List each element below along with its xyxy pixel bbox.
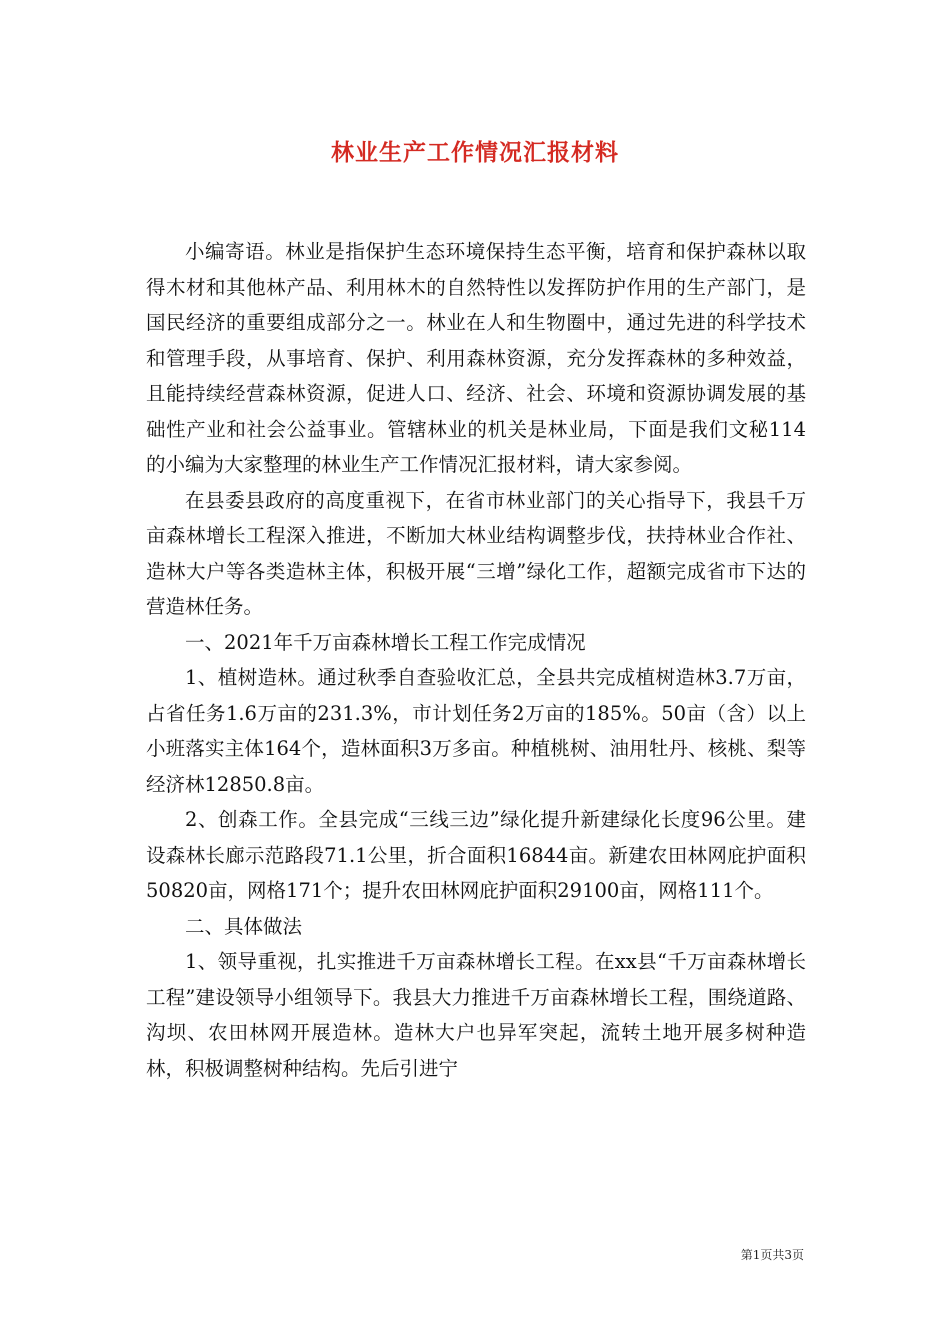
paragraph-intro: 小编寄语。林业是指保护生态环境保持生态平衡，培育和保护森林以取得木材和其他林产品、利用林木的自然特性以发挥防护作用的生产部门，是国民经济的重要组成部分之一。林业在人和生物圈中，通过先进的科学技术和管理手段，从事培育、保护、利用森林资源，充分发挥森林的多种效益，且能持续经营森林资源，促进人口、经济、社会、环境和资源协调发展的基础性产业和社会公益事业。管辖林业的机关是林业局，下面是我们文秘114的小编为大家整理的林业生产工作情况汇报材料，请大家参阅。 bbox=[146, 240, 806, 476]
paragraph-leadership: 1、领导重视，扎实推进千万亩森林增长工程。在xx县“千万亩森林增长工程”建设领导小组领导下。我县大力推进千万亩森林增长工程，围绕道路、沟坝、农田林网开展造林。造林大户也异军突起，流转土地开展多树种造林，积极调整树种结构。先后引进宁 bbox=[146, 950, 806, 1080]
section-heading-1: 一、2021年千万亩森林增长工程工作完成情况 bbox=[185, 630, 586, 654]
document-body bbox=[146, 234, 806, 1086]
paragraph-overview: 在县委县政府的高度重视下，在省市林业部门的关心指导下，我县千万亩森林增长工程深入推进，不断加大林业结构调整步伐，扶持林业合作社、造林大户等各类造林主体，积极开展“三增”绿化工作，超额完成省市下达的营造林任务。 bbox=[146, 488, 806, 618]
section-heading-2: 二、具体做法 bbox=[185, 914, 303, 938]
page-number: 第1页共3页 bbox=[740, 1248, 804, 1262]
paragraph-forest-creation: 2、创森工作。全县完成“三线三边”绿化提升新建绿化长度96公里。建设森林长廊示范路段71.1公里，折合面积16844亩。新建农田林网庇护面积50820亩，网格171个；提升农田林网庇护面积29100亩，网格111个。 bbox=[146, 808, 806, 902]
paragraph-afforestation: 1、植树造林。通过秋季自查验收汇总，全县共完成植树造林3.7万亩，占省任务1.6万亩的231.3%，市计划任务2万亩的185%。50亩（含）以上小班落实主体164个，造林面积3万多亩。种植桃树、油用牡丹、核桃、梨等经济林12850.8亩。 bbox=[146, 666, 806, 796]
document-title: 林业生产工作情况汇报材料 bbox=[331, 139, 619, 166]
